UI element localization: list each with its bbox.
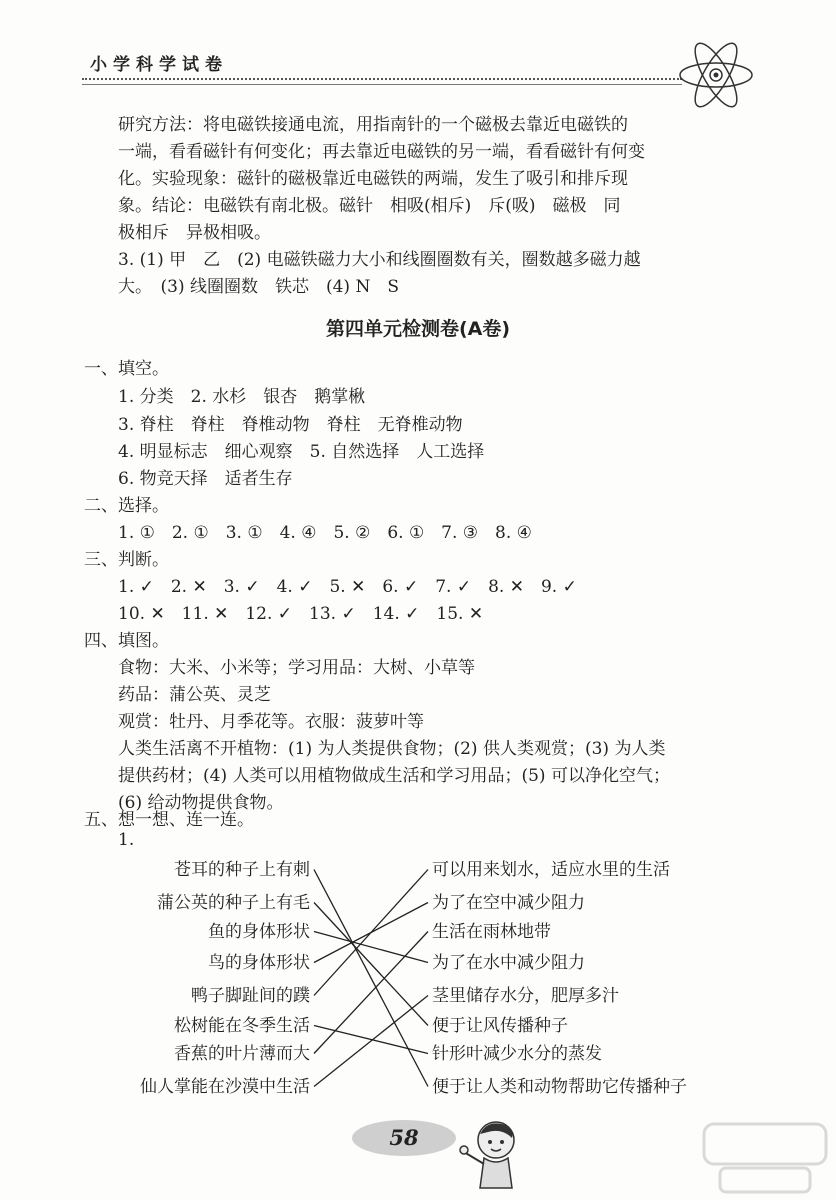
match-line <box>314 870 428 1087</box>
q3-line-2: 大。 (3) 线圈圈数 铁芯 (4) N S <box>118 277 399 297</box>
judge-answers-2: 10. ✕ 11. ✕ 12. ✓ 13. ✓ 14. ✓ 15. ✕ <box>118 604 484 624</box>
judge-answers-1: 1. ✓ 2. ✕ 3. ✓ 4. ✓ 5. ✕ 6. ✓ 7. ✓ 8. ✕ 9. ✓ <box>118 577 577 597</box>
diagram-line: 观赏：牡丹、月季花等。衣服：菠萝叶等 <box>118 712 424 732</box>
fill-line: 1. 分类 2. 水杉 银杏 鹅掌楸 <box>118 387 366 407</box>
match-left-item: 鸭子脚趾间的蹼 <box>191 986 310 1006</box>
match-right-item: 为了在水中减少阻力 <box>432 953 585 973</box>
match-left-item: 鱼的身体形状 <box>208 922 310 942</box>
match-line <box>314 870 428 996</box>
match-right-item: 生活在雨林地带 <box>432 922 551 942</box>
match-right-item: 茎里储存水分，肥厚多汁 <box>432 986 619 1006</box>
match-line <box>314 903 428 1026</box>
diagram-line: 药品：蒲公英、灵芝 <box>118 685 271 705</box>
diagram-line: 人类生活离不开植物：(1) 为人类提供食物；(2) 供人类观赏；(3) 为人类 <box>118 739 666 759</box>
fill-line: 4. 明显标志 细心观察 5. 自然选择 人工选择 <box>118 442 485 462</box>
connect-number: 1. <box>118 830 135 850</box>
diagram-heading: 四、填图。 <box>84 631 169 651</box>
choice-answers: 1. ① 2. ① 3. ① 4. ④ 5. ② 6. ① 7. ③ 8. ④ <box>118 523 532 543</box>
match-left-item: 香蕉的叶片薄而大 <box>174 1044 310 1064</box>
fill-heading: 一、填空。 <box>84 359 169 379</box>
research-line: 研究方法：将电磁铁接通电流，用指南针的一个磁极去靠近电磁铁的 <box>118 115 628 135</box>
diagram-line: 食物：大米、小米等；学习用品：大树、小草等 <box>118 658 475 678</box>
match-left-item: 蒲公英的种子上有毛 <box>157 893 310 913</box>
mascot-boy-icon <box>458 1112 528 1192</box>
section-title: 第四单元检测卷(A卷) <box>325 318 511 340</box>
match-line <box>314 996 428 1087</box>
match-left-item: 鸟的身体形状 <box>208 953 310 973</box>
diagram-line: 提供药材；(4) 人类可以用植物做成生活和学习用品；(5) 可以净化空气； <box>118 766 670 786</box>
research-line: 化。实验现象：磁针的磁极靠近电磁铁的两端，发生了吸引和排斥现 <box>118 169 628 189</box>
match-left-item: 松树能在冬季生活 <box>174 1016 310 1036</box>
fill-line: 6. 物竞天择 适者生存 <box>118 469 293 489</box>
judge-heading: 三、判断。 <box>84 550 169 570</box>
match-line <box>314 932 428 1054</box>
fill-line: 3. 脊柱 脊柱 脊椎动物 脊柱 无脊椎动物 <box>118 415 463 435</box>
match-right-item: 为了在空中减少阻力 <box>432 893 585 913</box>
q3-line-1: 3. (1) 甲 乙 (2) 电磁铁磁力大小和线圈圈数有关，圈数越多磁力越 <box>118 250 641 270</box>
research-line: 极相斥 异极相吸。 <box>118 223 271 243</box>
research-line: 象。结论：电磁铁有南北极。磁针 相吸(相斥) 斥(吸) 磁极 同 <box>118 196 621 216</box>
book-title: 小学科学试卷 <box>90 55 228 75</box>
page-number: 58 <box>352 1120 456 1156</box>
choice-heading: 二、选择。 <box>84 496 169 516</box>
match-right-item: 针形叶减少水分的蒸发 <box>432 1044 602 1064</box>
match-right-item: 便于让人类和动物帮助它传播种子 <box>432 1077 687 1097</box>
match-left-item: 仙人掌能在沙漠中生活 <box>140 1077 310 1097</box>
diagram-line: (6) 给动物提供食物。 <box>118 793 284 813</box>
match-left-item: 苍耳的种子上有刺 <box>174 860 310 880</box>
match-line <box>314 932 428 963</box>
watermark-logo <box>700 1118 830 1198</box>
match-right-item: 便于让风传播种子 <box>432 1016 568 1036</box>
match-right-item: 可以用来划水，适应水里的生活 <box>432 860 670 880</box>
match-line <box>314 1026 428 1054</box>
research-line: 一端，看看磁针有何变化；再去靠近电磁铁的另一端，看看磁针有何变 <box>118 142 645 162</box>
connect-heading: 五、想一想、连一连。 <box>84 810 254 830</box>
